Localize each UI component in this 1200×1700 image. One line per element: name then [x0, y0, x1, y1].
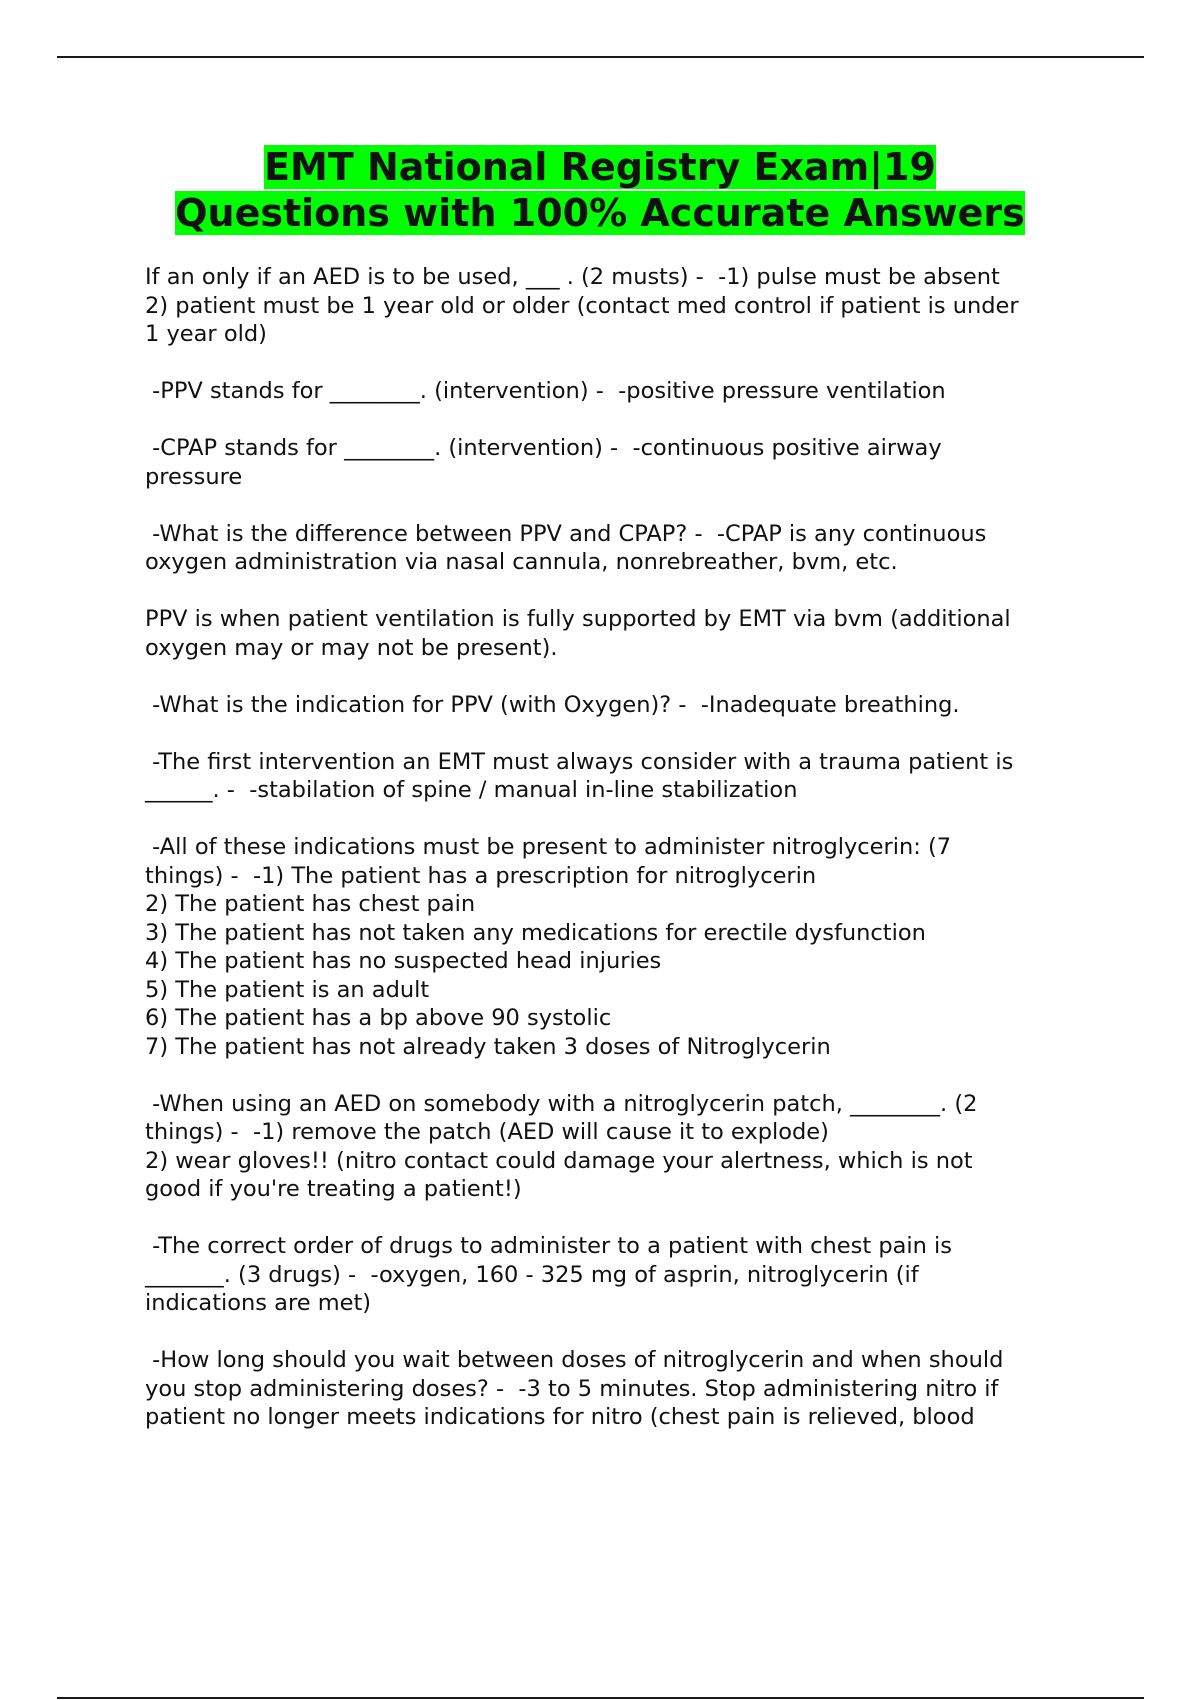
document-body [145, 263, 1105, 1460]
qa-paragraph [145, 1090, 1105, 1204]
title-line-2: Questions with 100% Accurate Answers [175, 191, 1025, 235]
qa-text-line: -What is the indication for PPV (with Oxygen)? - -Inadequate breathing. [145, 691, 960, 718]
qa-text-line: pressure [145, 463, 243, 490]
qa-paragraph [145, 691, 1105, 720]
top-rule [57, 56, 1144, 58]
qa-text-line: -The correct order of drugs to administer to a patient with chest pain is [145, 1233, 953, 1259]
qa-text-line: ______. - -stabilation of spine / manual in-line stabilization [145, 777, 798, 803]
qa-text-line: you stop administering doses? - -3 to 5 minutes. Stop administering nitro if [145, 1375, 999, 1402]
qa-text-line: -CPAP stands for ________. (intervention) - -continuous positive airway [145, 435, 942, 461]
qa-text-line: patient no longer meets indications for nitro (chest pain is relieved, blood [145, 1404, 975, 1430]
qa-text-line: If an only if an AED is to be used, ___ . (2 musts) - -1) pulse must be absent [145, 264, 1000, 290]
qa-text-line: -All of these indications must be present to administer nitroglycerin: (7 [145, 834, 952, 860]
qa-text-line: _______. (3 drugs) - -oxygen, 160 - 325 mg of asprin, nitroglycerin (if [145, 1261, 919, 1288]
qa-paragraph [145, 1346, 1105, 1432]
qa-text-line: 2) wear gloves!! (nitro contact could damage your alertness, which is not [145, 1147, 973, 1174]
qa-text-line: oxygen may or may not be present). [145, 634, 558, 661]
qa-text-line: -What is the difference between PPV and CPAP? - -CPAP is any continuous [145, 520, 987, 547]
qa-paragraph [145, 434, 1105, 491]
qa-text-line: 3) The patient has not taken any medications for erectile dysfunction [145, 919, 926, 946]
qa-paragraph [145, 833, 1105, 1061]
qa-text-line: 4) The patient has no suspected head injuries [145, 948, 662, 974]
qa-text-line: -How long should you wait between doses of nitroglycerin and when should [145, 1347, 1004, 1373]
qa-text-line: 7) The patient has not already taken 3 doses of Nitroglycerin [145, 1033, 831, 1060]
qa-text-line: indications are met) [145, 1290, 372, 1316]
title-line-1: EMT National Registry Exam|19 [264, 145, 936, 189]
qa-text-line: things) - -1) remove the patch (AED will cause it to explode) [145, 1119, 829, 1145]
qa-paragraph [145, 748, 1105, 805]
qa-text-line: 2) patient must be 1 year old or older (contact med control if patient is under [145, 292, 1019, 319]
qa-paragraph [145, 520, 1105, 577]
qa-text-line: good if you're treating a patient!) [145, 1176, 522, 1202]
qa-text-line: 1 year old) [145, 321, 267, 347]
bottom-rule [57, 1697, 1144, 1699]
qa-text-line: PPV is when patient ventilation is fully supported by EMT via bvm (additional [145, 606, 1011, 632]
qa-text-line: things) - -1) The patient has a prescription for nitroglycerin [145, 862, 817, 889]
qa-text-line: 6) The patient has a bp above 90 systolic [145, 1005, 612, 1031]
qa-text-line: -When using an AED on somebody with a nitroglycerin patch, ________. (2 [145, 1090, 978, 1117]
qa-text-line: 2) The patient has chest pain [145, 891, 476, 917]
qa-paragraph [145, 605, 1105, 662]
qa-paragraph [145, 263, 1105, 349]
qa-paragraph [145, 377, 1105, 406]
qa-text-line: 5) The patient is an adult [145, 976, 430, 1003]
qa-text-line: -PPV stands for ________. (intervention) - -positive pressure ventilation [145, 378, 946, 404]
qa-text-line: oxygen administration via nasal cannula, nonrebreather, bvm, etc. [145, 549, 898, 575]
qa-paragraph [145, 1232, 1105, 1318]
qa-text-line: -The first intervention an EMT must always consider with a trauma patient is [145, 748, 1014, 775]
page-title [0, 144, 1200, 236]
